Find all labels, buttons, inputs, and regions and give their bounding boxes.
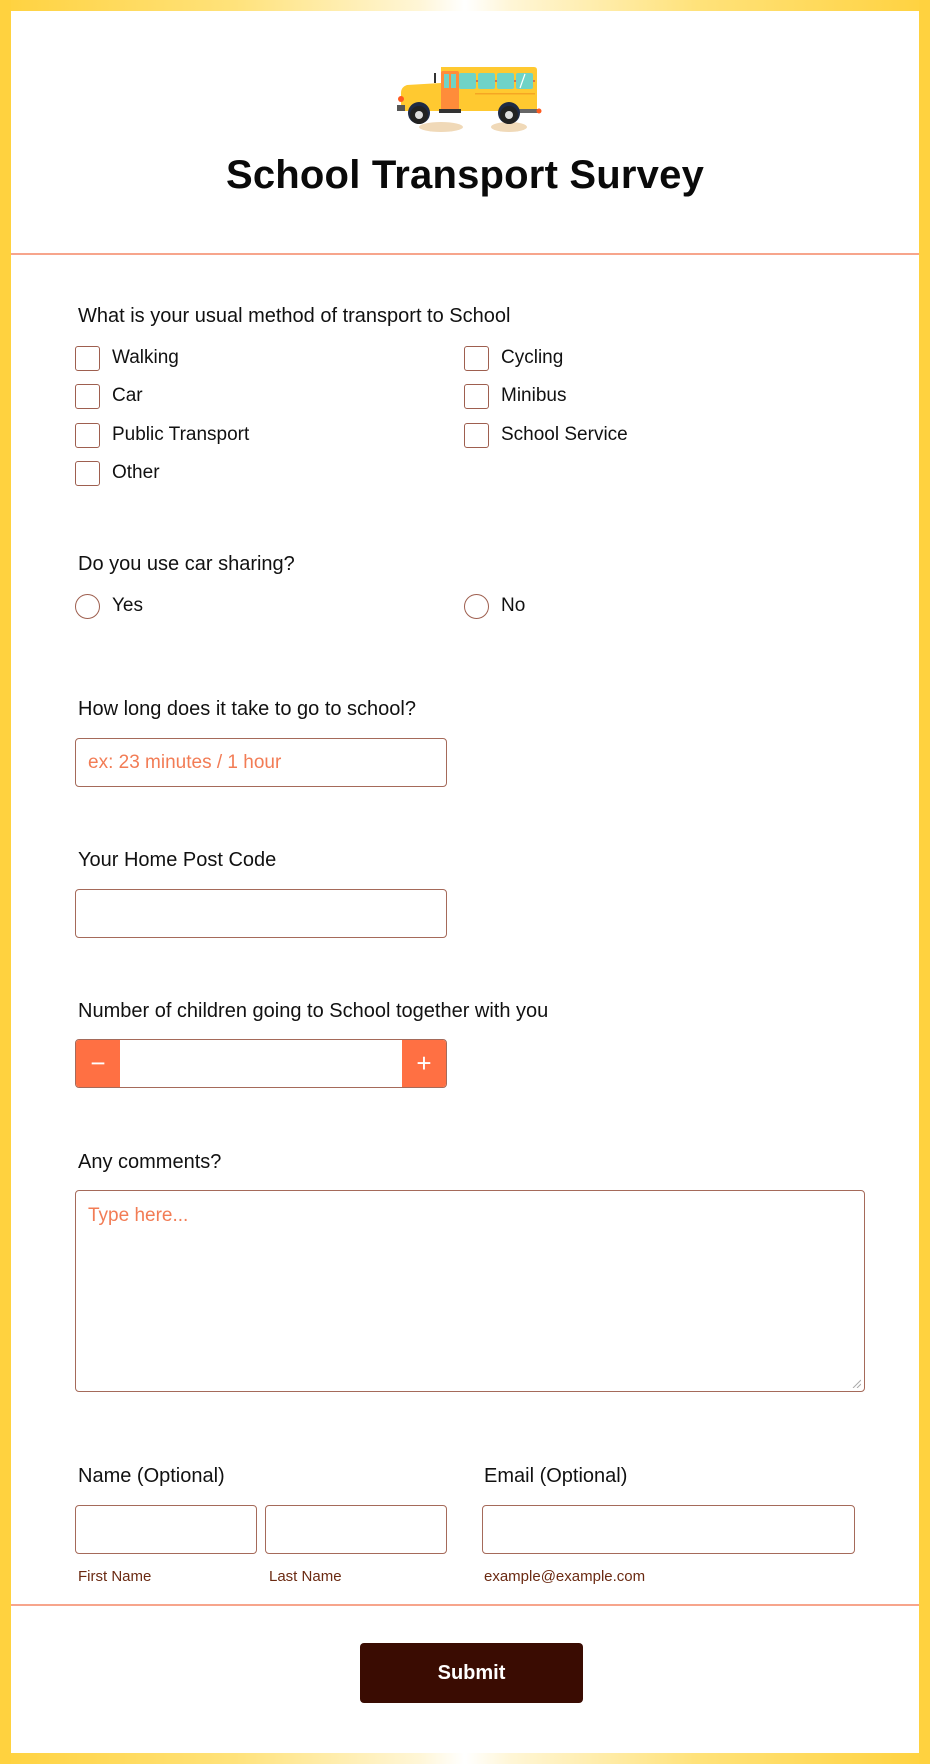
email-question	[484, 1465, 627, 1488]
frame-top-border	[0, 0, 930, 11]
transport-label: What is your usual method of transport to School	[78, 305, 511, 327]
frame-left-border	[0, 0, 11, 1764]
postcode-input[interactable]	[75, 889, 447, 938]
option-school-service[interactable]	[464, 422, 628, 448]
car-sharing-label: Do you use car sharing?	[78, 553, 295, 575]
footer-divider	[11, 1604, 919, 1606]
children-question	[78, 1000, 548, 1023]
radio-no[interactable]	[464, 594, 489, 619]
duration-label: How long does it take to go to school?	[78, 698, 416, 720]
name-question	[78, 1465, 225, 1488]
increment-button[interactable]	[402, 1040, 446, 1087]
option-other[interactable]	[75, 460, 160, 486]
header-divider	[11, 253, 919, 255]
survey-form	[11, 11, 919, 1753]
option-walking-label: Walking	[112, 347, 179, 368]
school-bus-icon	[389, 61, 555, 133]
email-input[interactable]	[482, 1505, 855, 1554]
radio-yes[interactable]	[75, 594, 100, 619]
form-header	[11, 11, 919, 254]
checkbox-school-service[interactable]	[464, 423, 489, 448]
children-stepper	[75, 1039, 447, 1088]
option-public-transport[interactable]	[75, 422, 249, 448]
submit-button[interactable]: Submit	[360, 1643, 583, 1703]
children-count-input[interactable]	[120, 1040, 402, 1087]
frame-bottom-border	[0, 1753, 930, 1764]
option-yes-label: Yes	[112, 595, 143, 616]
option-cycling[interactable]	[464, 345, 563, 371]
first-name-input[interactable]	[75, 1505, 257, 1554]
option-walking[interactable]	[75, 345, 179, 371]
checkbox-walking[interactable]	[75, 346, 100, 371]
last-name-sublabel: Last Name	[269, 1568, 342, 1585]
email-sublabel: example@example.com	[484, 1568, 646, 1585]
option-car[interactable]	[75, 383, 143, 409]
car-sharing-question	[78, 553, 295, 576]
postcode-question	[78, 849, 276, 872]
duration-question	[78, 698, 416, 721]
option-school-service-label: School Service	[501, 424, 628, 445]
children-label: Number of children going to School together with you	[78, 1000, 549, 1022]
option-public-transport-label: Public Transport	[112, 424, 250, 445]
page-title: School Transport Survey	[225, 153, 705, 197]
last-name-input[interactable]	[265, 1505, 447, 1554]
option-other-label: Other	[112, 462, 160, 483]
name-label: Name (Optional)	[78, 1465, 225, 1487]
comments-placeholder: Type here...	[88, 1205, 189, 1226]
comments-textarea[interactable]	[75, 1190, 865, 1392]
option-minibus[interactable]	[464, 383, 566, 409]
option-no[interactable]	[464, 593, 525, 619]
option-no-label: No	[501, 595, 526, 616]
checkbox-cycling[interactable]	[464, 346, 489, 371]
transport-question	[78, 305, 510, 328]
duration-input[interactable]	[75, 738, 447, 787]
checkbox-other[interactable]	[75, 461, 100, 486]
checkbox-public-transport[interactable]	[75, 423, 100, 448]
plus-icon: +	[416, 1048, 432, 1078]
checkbox-minibus[interactable]	[464, 384, 489, 409]
minus-icon: −	[90, 1048, 106, 1078]
postcode-label: Your Home Post Code	[78, 849, 277, 871]
frame-right-border	[919, 0, 930, 1764]
option-cycling-label: Cycling	[501, 347, 564, 368]
option-yes[interactable]	[75, 593, 143, 619]
comments-question	[78, 1151, 221, 1174]
duration-placeholder: ex: 23 minutes / 1 hour	[88, 751, 282, 773]
option-car-label: Car	[112, 385, 143, 406]
checkbox-car[interactable]	[75, 384, 100, 409]
first-name-sublabel: First Name	[78, 1568, 152, 1585]
decrement-button[interactable]	[76, 1040, 120, 1087]
email-label: Email (Optional)	[484, 1465, 628, 1487]
resize-handle-icon[interactable]	[851, 1378, 861, 1388]
comments-label: Any comments?	[78, 1151, 222, 1173]
option-minibus-label: Minibus	[501, 385, 567, 406]
